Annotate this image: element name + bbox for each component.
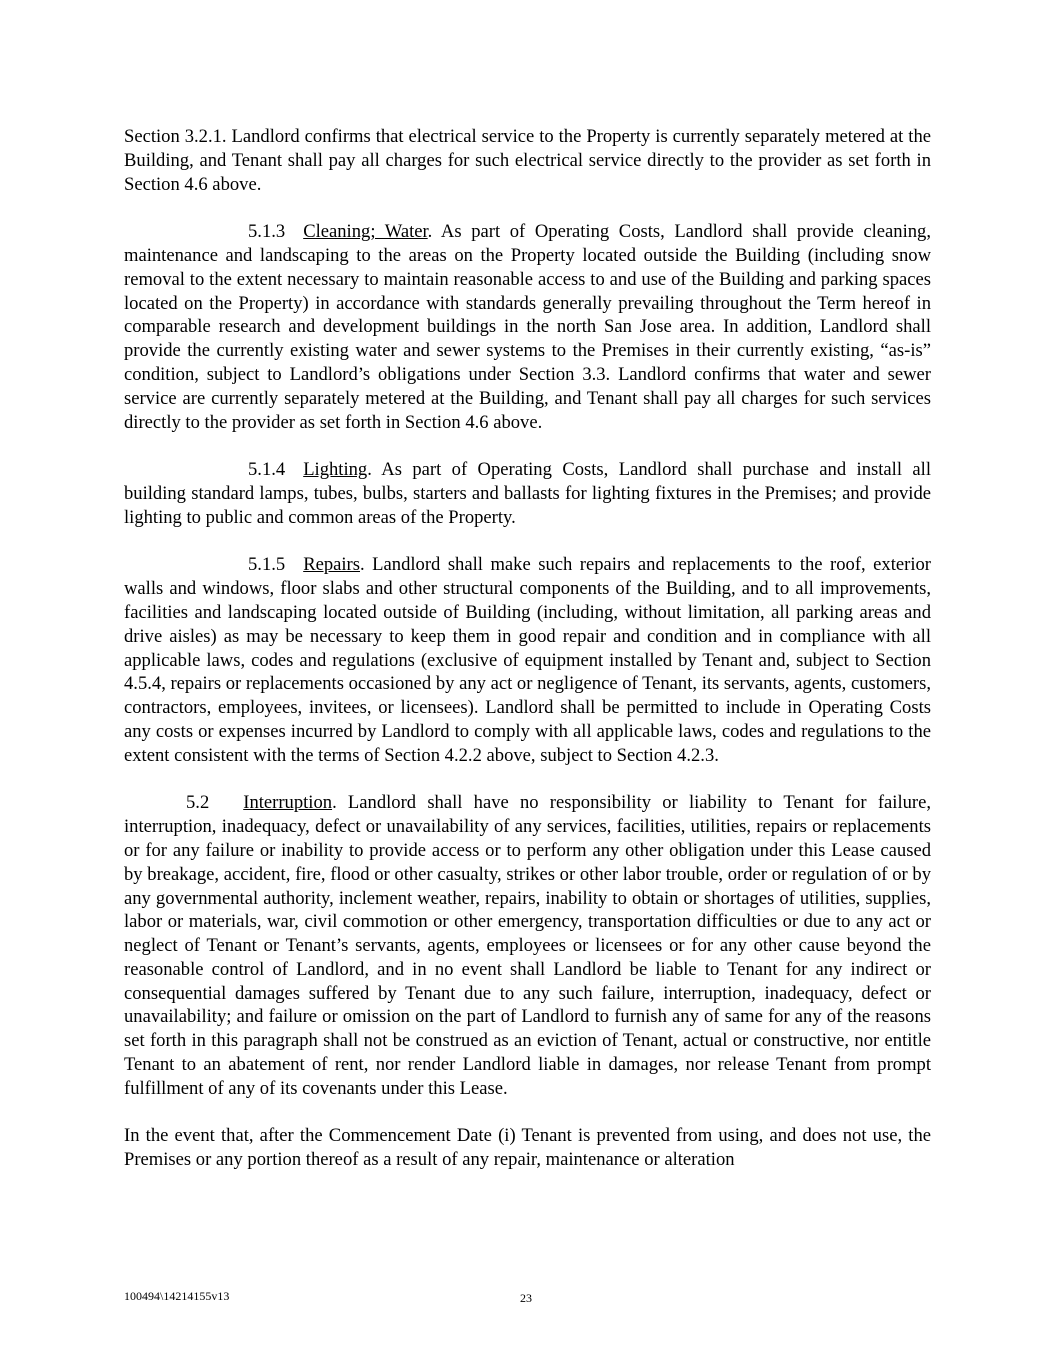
section-number: 5.2 (186, 792, 210, 814)
section-heading: Repairs (303, 554, 360, 576)
paragraph-5-1-3 (124, 220, 931, 434)
paragraph-5-1-5 (124, 553, 931, 767)
section-number: 5.1.3 (248, 221, 286, 243)
section-heading: Lighting (303, 459, 368, 481)
section-heading: Interruption (243, 792, 333, 814)
section-text: . As part of Operating Costs, Landlord shall purchase and install all building standard lamps, tubes, bulbs, starters and ballasts for lighting fixtures in the Premises; and provide lighting to public and common areas of the Property. (124, 459, 931, 528)
document-body (124, 125, 931, 1196)
footer-document-id: 100494\14214155v13 (124, 1289, 230, 1303)
section-text: . Landlord shall have no responsibility or liability to Tenant for failure, interruption, inadequacy, defect or unavailability of any services, facilities, utilities, repairs or replacements or for any failure or inability to provide access or to perform any other obligation under this Lease caused by breakage, accident, fire, flood or other casualty, strikes or other labor trouble, order or regulation of or by any governmental authority, inclement weather, repairs, inability to obtain or shortages of utilities, supplies, labor or materials, war, civil commotion or other emergency, transportation difficulties or due to any act or neglect of Tenant or Tenant’s servants, agents, employees or licensees or for any other cause beyond the reasonable control of Landlord, and in no event shall Landlord be liable to Tenant for any indirect or consequential damages suffered by Tenant due to any such failure, interruption, inadequacy, defect or unavailability; and failure or omission on the part of Landlord to furnish any of same for any of the reasons set forth in this paragraph shall not be construed as an eviction of Tenant, actual or constructive, nor entitle Tenant to an abatement of rent, nor render Landlord liable in damages, nor release Tenant from prompt fulfillment of any of its covenants under this Lease. (124, 792, 931, 1099)
section-text: . As part of Operating Costs, Landlord shall provide cleaning, maintenance and landscaping to the areas on the Property located outside the Building (including snow removal to the extent necessary to maintain reasonable access to and use of the Building and parking spaces located on the Property) in accordance with standards generally prevailing throughout the Term hereof in comparable research and development buildings in the north San Jose area. In addition, Landlord shall provide the currently existing water and sewer systems to the Premises in their currently existing, “as-is” condition, subject to Landlord’s obligations under Section 3.3. Landlord confirms that water and sewer service are currently separately metered at the Building, and Tenant shall pay all charges for such services directly to the provider as set forth in Section 4.6 above. (124, 221, 931, 433)
paragraph-5-1-4 (124, 458, 931, 529)
section-number: 5.1.4 (248, 459, 286, 481)
section-text: . Landlord shall make such repairs and replacements to the roof, exterior walls and windows, floor slabs and other structural components of the Building, and to all improvements, facilities and landscaping located outside of Building (including, without limitation, all parking areas and drive aisles) as may be necessary to keep them in good repair and condition and in compliance with all applicable laws, codes and regulations (exclusive of equipment installed by Tenant and, subject to Section 4.5.4, repairs or replacements occasioned by any act or negligence of Tenant, its servants, agents, customers, contractors, employees, invitees, or licensees). Landlord shall be permitted to include in Operating Costs any costs or expenses incurred by Landlord to comply with all applicable laws, codes and regulations to the extent consistent with the terms of Section 4.2.2 above, subject to Section 4.2.3. (124, 554, 931, 766)
paragraph-5-2 (124, 791, 931, 1100)
section-heading: Cleaning; Water (303, 221, 428, 243)
paragraph-section-3-2-1-continuation: Section 3.2.1. Landlord confirms that electrical service to the Property is currently separately metered at the Building, and Tenant shall pay all charges for such electrical service directly to the provider as set forth in Section 4.6 above. (124, 126, 931, 195)
footer-page-number: 23 (520, 1291, 532, 1305)
paragraph-event-clause: In the event that, after the Commencement Date (i) Tenant is prevented from using, and does not use, the Premises or any portion thereof as a result of any repair, maintenance or alteration (124, 1125, 931, 1171)
section-number: 5.1.5 (248, 554, 286, 576)
